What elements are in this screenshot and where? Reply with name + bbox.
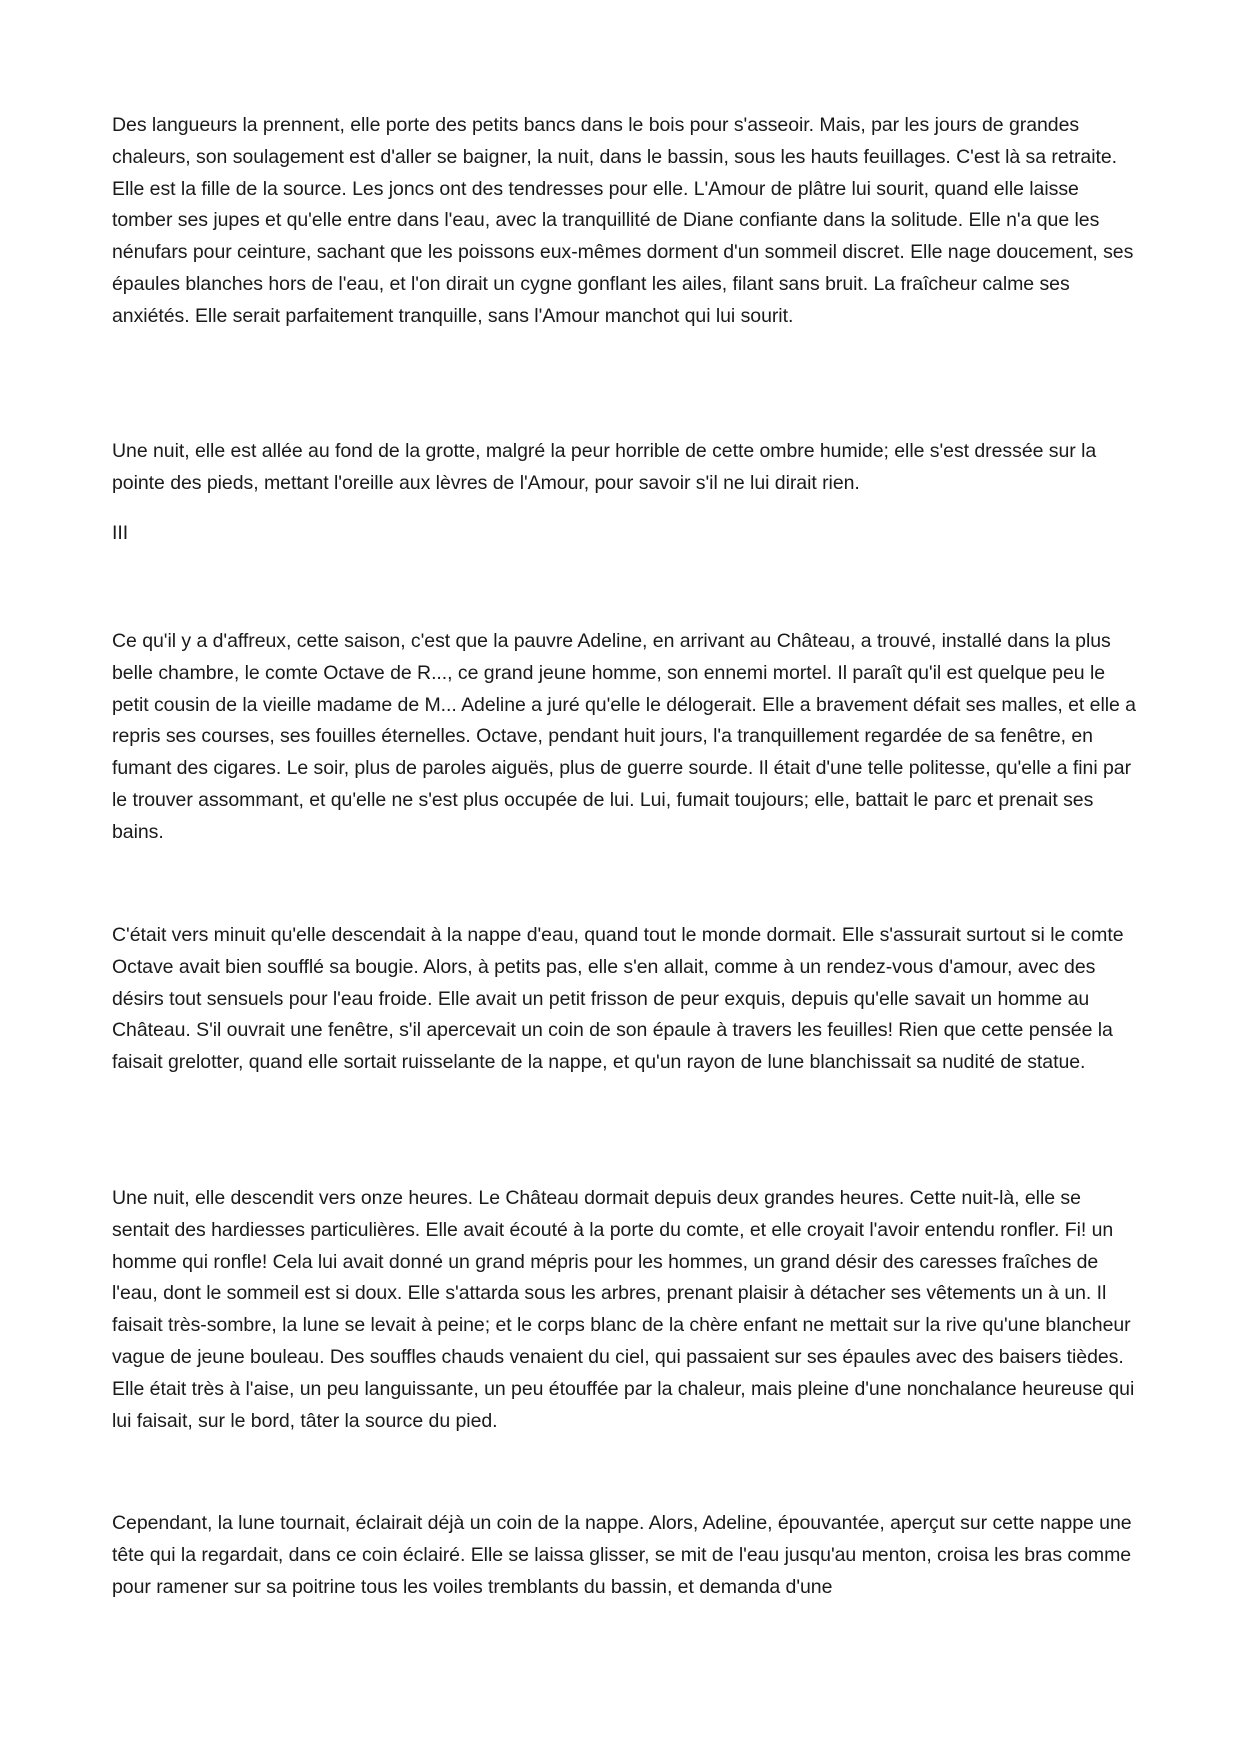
paragraph-moonlight-head: Cependant, la lune tournait, éclairait déjà un coin de la nappe. Alors, Adeline, épouvantée, aperçut sur cette nappe une tête qui la regardait, dans ce coin éclairé. Elle se laissa glisser, se mit de l'eau jusqu'au menton, croisa les bras comme pour ramener sur sa poitrine tous les voiles tremblants du bassin, et demanda d'une: [112, 1512, 1132, 1598]
paragraph-grotto: Une nuit, elle est allée au fond de la grotte, malgré la peur horrible de cette ombre humide; elle s'est dressée sur la pointe des pieds, mettant l'oreille aux lèvres de l'Amour, pour savoir s'il ne lui dirait rien.: [112, 440, 1097, 494]
paragraph-midnight-bath: C'était vers minuit qu'elle descendait à la nappe d'eau, quand tout le monde dormait. Elle s'assurait surtout si le comte Octave avait bien soufflé sa bougie. Alors, à petits pas, elle s'en allait, comme à un rendez-vous d'amour, avec des désirs tout sensuels pour l'eau froide. Elle avait un petit frisson de peur exquis, depuis qu'elle savait un homme au Château. S'il ouvrait une fenêtre, s'il apercevait un coin de son épaule à travers les feuilles! Rien que cette pensée la faisait grelotter, quand elle sortait ruisselante de la nappe, et qu'un rayon de lune blanchissait sa nudité de statue.: [112, 924, 1124, 1074]
paragraph-eleven-oclock: Une nuit, elle descendit vers onze heures. Le Château dormait depuis deux grandes heures. Cette nuit-là, elle se sentait des hardiesses particulières. Elle avait écouté à la porte du comte, et elle croyait l'avoir entendu ronfler. Fi! un homme qui ronfle! Cela lui avait donné un grand mépris pour les hommes, un grand désir des caresses fraîches de l'eau, dont le sommeil est si doux. Elle s'attarda sous les arbres, prenant plaisir à détacher ses vêtements un à un. Il faisait très-sombre, la lune se levait à peine; et le corps blanc de la chère enfant ne mettait sur la rive qu'une blancheur vague de jeune bouleau. Des souffles chauds venaient du ciel, qui passaient sur ses épaules avec des baisers tièdes. Elle était très à l'aise, un peu languissante, un peu étouffée par la chaleur, mais pleine d'une nonchalance heureuse qui lui faisait, sur le bord, tâter la source du pied.: [112, 1187, 1135, 1432]
paragraph-bath-retreat: Des langueurs la prennent, elle porte des petits bancs dans le bois pour s'asseoir. Mais, par les jours de grandes chaleurs, son soulagement est d'aller se baigner, la nuit, dans le bassin, sous les hauts feuillages. C'est là sa retraite. Elle est la fille de la source. Les joncs ont des tendresses pour elle. L'Amour de plâtre lui sourit, quand elle laisse tomber ses jupes et qu'elle entre dans l'eau, avec la tranquillité de Diane confiante dans la solitude. Elle n'a que les nénufars pour ceinture, sachant que les poissons eux-mêmes dorment d'un sommeil discret. Elle nage doucement, ses épaules blanches hors de l'eau, et l'on dirait un cygne gonflant les ailes, filant sans bruit. La fraîcheur calme ses anxiétés. Elle serait parfaitement tranquille, sans l'Amour manchot qui lui sourit.: [112, 114, 1134, 327]
paragraph-count-octave: Ce qu'il y a d'affreux, cette saison, c'est que la pauvre Adeline, en arrivant au Château, a trouvé, installé dans la plus belle chambre, le comte Octave de R..., ce grand jeune homme, son ennemi mortel. Il paraît qu'il est quelque peu le petit cousin de la vieille madame de M... Adeline a juré qu'elle le délogerait. Elle a bravement défait ses malles, et elle a repris ses courses, ses fouilles éternelles. Octave, pendant huit jours, l'a tranquillement regardée de sa fenêtre, en fumant des cigares. Le soir, plus de paroles aiguës, plus de guerre sourde. Il était d'une telle politesse, qu'elle a fini par le trouver assommant, et qu'elle ne s'est plus occupée de lui. Lui, fumait toujours; elle, battait le parc et prenait ses bains.: [112, 630, 1136, 843]
chapter-heading-iii: III: [112, 522, 129, 544]
